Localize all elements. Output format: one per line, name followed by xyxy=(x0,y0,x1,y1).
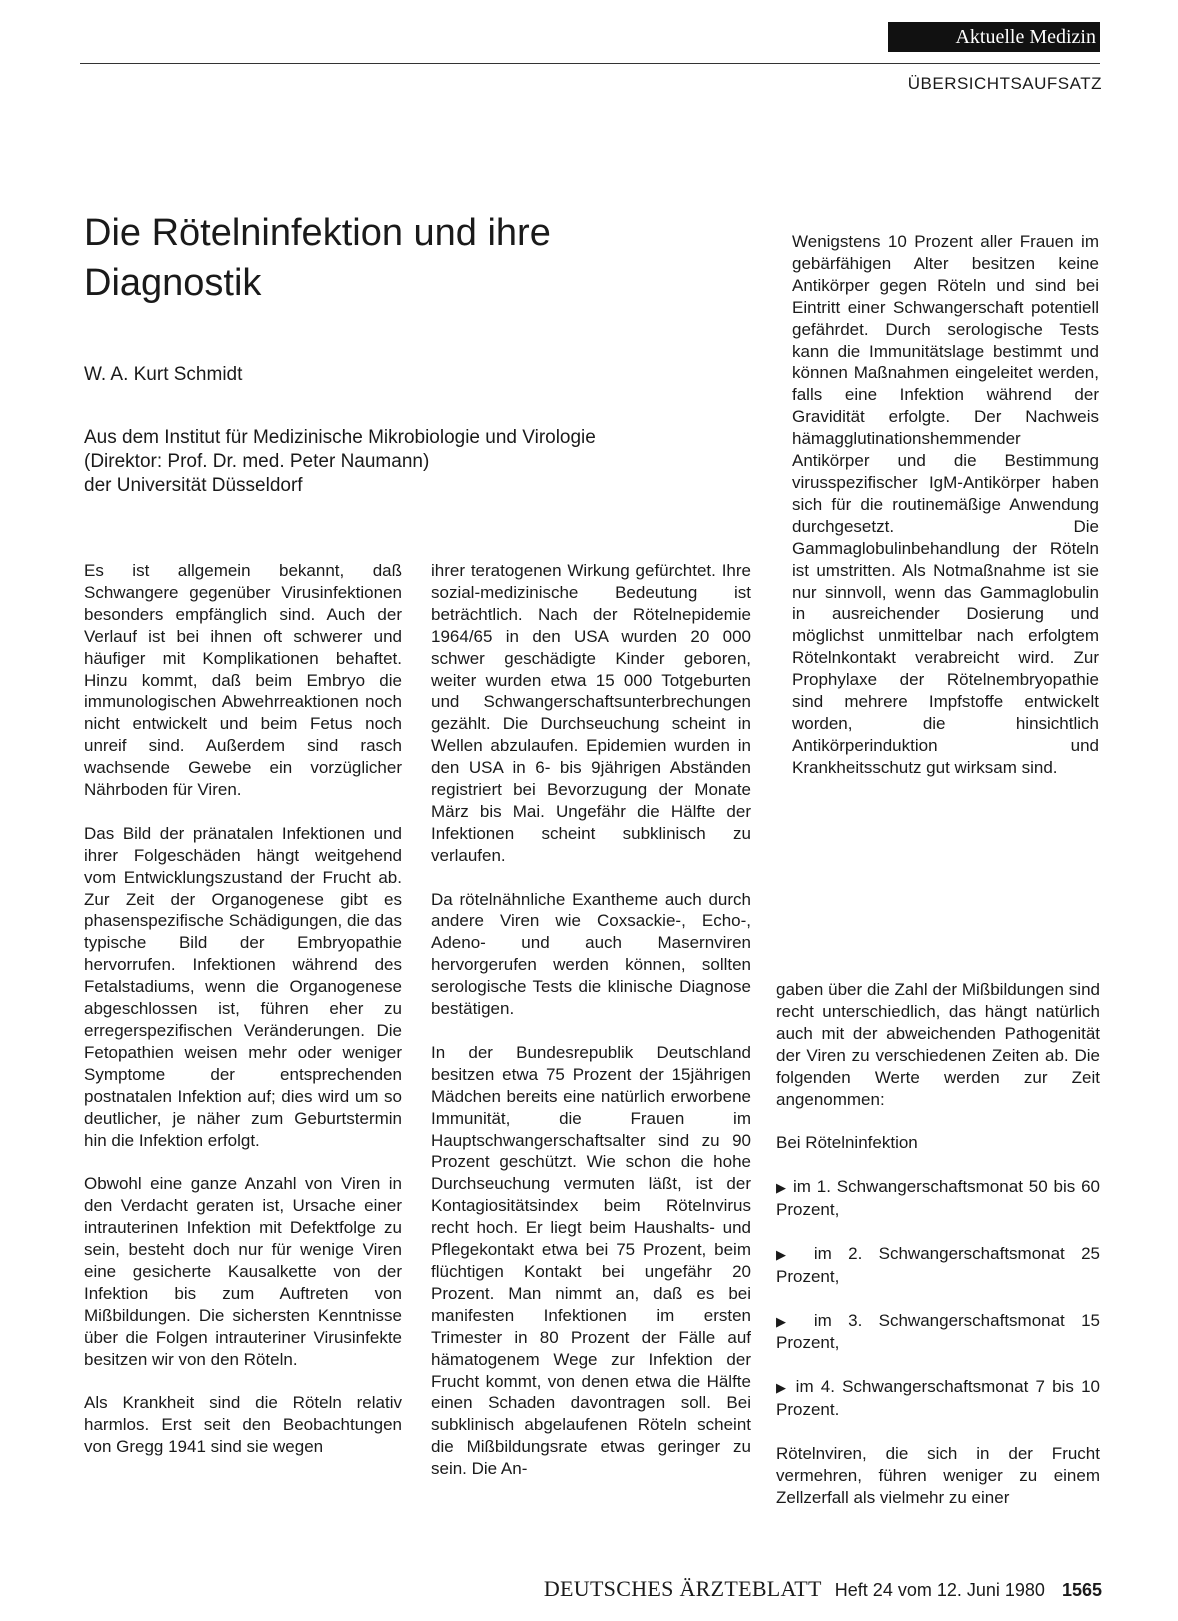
paragraph: Obwohl eine ganze Anzahl von Viren in den Verdacht geraten ist, Ursache einer intrauterinen Infektion mit Defektfolge zu sein, besteht doch nur für wenige Viren eine gesicherte Kausalkette von der Infektion bis zum Auftreten von Mißbildungen. Die sichersten Kenntnisse über die Folgen intrauteriner Virusinfekte besitzen wir von den Röteln. xyxy=(84,1174,402,1369)
paragraph: In der Bundesrepublik Deutschland besitzen etwa 75 Prozent der 15jährigen Mädchen bereits eine natürlich erworbene Immunität, die Frauen im Hauptschwangerschaftsalter sind zu 90 Prozent geschützt. Wie schon die hohe Durchseuchung vermuten läßt, ist der Kontagiositätsindex beim Rötelnvirus recht hoch. Er liegt beim Haushalts- und Pflegekontakt etwa bei 75 Prozent, beim flüchtigen Kontakt bei ungefähr 20 Prozent. Man nimmt an, daß es bei manifesten Infektionen im ersten Trimester in 80 Prozent der Fälle auf hämatogenem Wege zur Infektion der Frucht kommt, von denen etwa die Hälfte einen Schaden davontragen soll. Bei subklinisch abgelaufenen Röteln scheint die Mißbildungsrate etwas geringer zu sein. Die An- xyxy=(431,1042,751,1479)
paragraph: Da rötelnähnliche Exantheme auch durch andere Viren wie Coxsackie-, Echo-, Adeno- und auch Masernviren hervorgerufen werden können, sollten serologische Tests die klinische Diagnose bestätigen. xyxy=(431,889,751,1019)
text-column-1 xyxy=(84,560,402,1458)
article-title: Die Rötelninfektion und ihre Diagnostik xyxy=(84,212,551,304)
list-item-text: im 2. Schwangerschaftsmonat 25 Prozent, xyxy=(776,1243,1100,1286)
text-column-2 xyxy=(431,560,751,1480)
abstract xyxy=(792,231,1099,779)
paragraph: Das Bild der pränatalen Infektionen und ihrer Folgeschäden hängt weitgehend vom Entwicklungszustand der Frucht ab. Zur Zeit der Organogenese gibt es phasenspezifische Schädigungen, die das typische Bild der Embryopathie hervorrufen. Infektionen während des Fetalstadiums, wenn die Organogenese abgeschlossen ist, führen eher zu erregerspezifischen Veränderungen. Die Fetopathien weisen mehr oder weniger Symptome der entsprechenden postnatalen Infektion auf; dies wird um so deutlicher, je näher zum Geburtstermin hin die Infektion erfolgt. xyxy=(84,823,402,1150)
list-item-text: im 4. Schwangerschaftsmonat 7 bis 10 Prozent. xyxy=(776,1377,1100,1420)
header-rule xyxy=(80,63,1100,64)
list-item-text: im 1. Schwangerschaftsmonat 50 bis 60 Prozent, xyxy=(776,1177,1100,1220)
list-item xyxy=(776,1176,1100,1221)
page-number: 1565 xyxy=(1061,1580,1102,1600)
issue-info: Heft 24 vom 12. Juni 1980 xyxy=(834,1580,1045,1600)
affiliation-line: Aus dem Institut für Medizinische Mikrobiologie und Virologie xyxy=(84,427,596,448)
list-item xyxy=(776,1376,1100,1421)
section-label: ÜBERSICHTSAUFSATZ xyxy=(907,74,1102,93)
page-footer xyxy=(544,1576,1102,1602)
paragraph: Es ist allgemein bekannt, daß Schwangere gegenüber Virusinfektionen besonders empfänglich sind. Auch der Verlauf ist bei ihnen oft schwerer und häufiger mit Komplikationen behaftet. Hinzu kommt, daß beim Embryo die immunologischen Abwehrreaktionen noch nicht entwickelt und beim Fetus noch unreif sind. Außerdem sind rasch wachsende Gewebe ein vorzüglicher Nährboden für Viren. xyxy=(84,561,402,800)
arrow-right-icon: ▶ xyxy=(776,1313,798,1329)
text-column-3 xyxy=(776,979,1100,1509)
paragraph: Rötelnviren, die sich in der Frucht vermehren, führen weniger zu einem Zellzerfall als vielmehr zu einer xyxy=(776,1443,1100,1507)
paragraph: Als Krankheit sind die Röteln relativ harmlos. Erst seit den Beobachtungen von Gregg 1941 sind sie wegen xyxy=(84,1393,402,1457)
author: W. A. Kurt Schmidt xyxy=(84,364,243,385)
journal-name: DEUTSCHES ÄRZTEBLATT xyxy=(543,1576,822,1601)
list-heading: Bei Rötelninfektion xyxy=(776,1133,918,1153)
abstract-text: Wenigstens 10 Prozent aller Frauen im gebärfähigen Alter besitzen keine Antikörper gegen Röteln und sind bei Eintritt einer Schwangerschaft potentiell gefährdet. Durch serologische Tests kann die Immunitätslage bestimmt und können Maßnahmen eingeleitet werden, falls eine Infektion während der Gravidität erfolgte. Der Nachweis hämagglutinationshemmender Antikörper und die Bestimmung virusspezifischer IgM-Antikörper haben sich für die routinemäßige Anwendung durchgesetzt. Die Gammaglobulinbehandlung der Röteln ist umstritten. Als Notmaßnahme ist sie nur sinnvoll, wenn das Gammaglobulin in ausreichender Dosierung und möglichst unmittelbar nach erfolgtem Rötelnkontakt verabreicht wird. Zur Prophylaxe der Rötelnembryopathie sind mehrere Impfstoffe entwickelt worden, die hinsichtlich Antikörperinduktion und Krankheitsschutz gut wirksam sind. xyxy=(792,232,1099,777)
paragraph: ihrer teratogenen Wirkung gefürchtet. Ihre sozial-medizinische Bedeutung ist beträchtlich. Nach der Rötelnepidemie 1964/65 in den USA wurden 20 000 schwer geschädigte Kinder geboren, weiter wurden etwa 15 000 Totgeburten und Schwangerschaftsunterbrechungen gezählt. Die Durchseuchung scheint in Wellen abzulaufen. Epidemien wurden in den USA in 6- bis 9jährigen Abständen registriert bei Bevorzugung der Monate März bis Mai. Ungefähr die Hälfte der Infektionen scheint subklinisch zu verlaufen. xyxy=(431,561,751,865)
affiliation-line: (Direktor: Prof. Dr. med. Peter Naumann) xyxy=(84,451,430,472)
arrow-right-icon: ▶ xyxy=(776,1180,788,1196)
arrow-right-icon: ▶ xyxy=(776,1380,789,1396)
list-item xyxy=(776,1310,1100,1355)
section-tag: Aktuelle Medizin xyxy=(888,22,1100,52)
arrow-right-icon: ▶ xyxy=(776,1246,798,1262)
list-item xyxy=(776,1243,1100,1288)
affiliation xyxy=(84,426,596,498)
paragraph: gaben über die Zahl der Mißbildungen sind recht unterschiedlich, das hängt natürlich auch mit der abweichenden Pathogenität der Viren zu verschiedenen Zeiten ab. Die folgenden Werte werden zur Zeit angenommen: xyxy=(776,980,1100,1109)
list-item-text: im 3. Schwangerschaftsmonat 15 Prozent, xyxy=(776,1310,1100,1353)
affiliation-line: der Universität Düsseldorf xyxy=(84,475,303,496)
